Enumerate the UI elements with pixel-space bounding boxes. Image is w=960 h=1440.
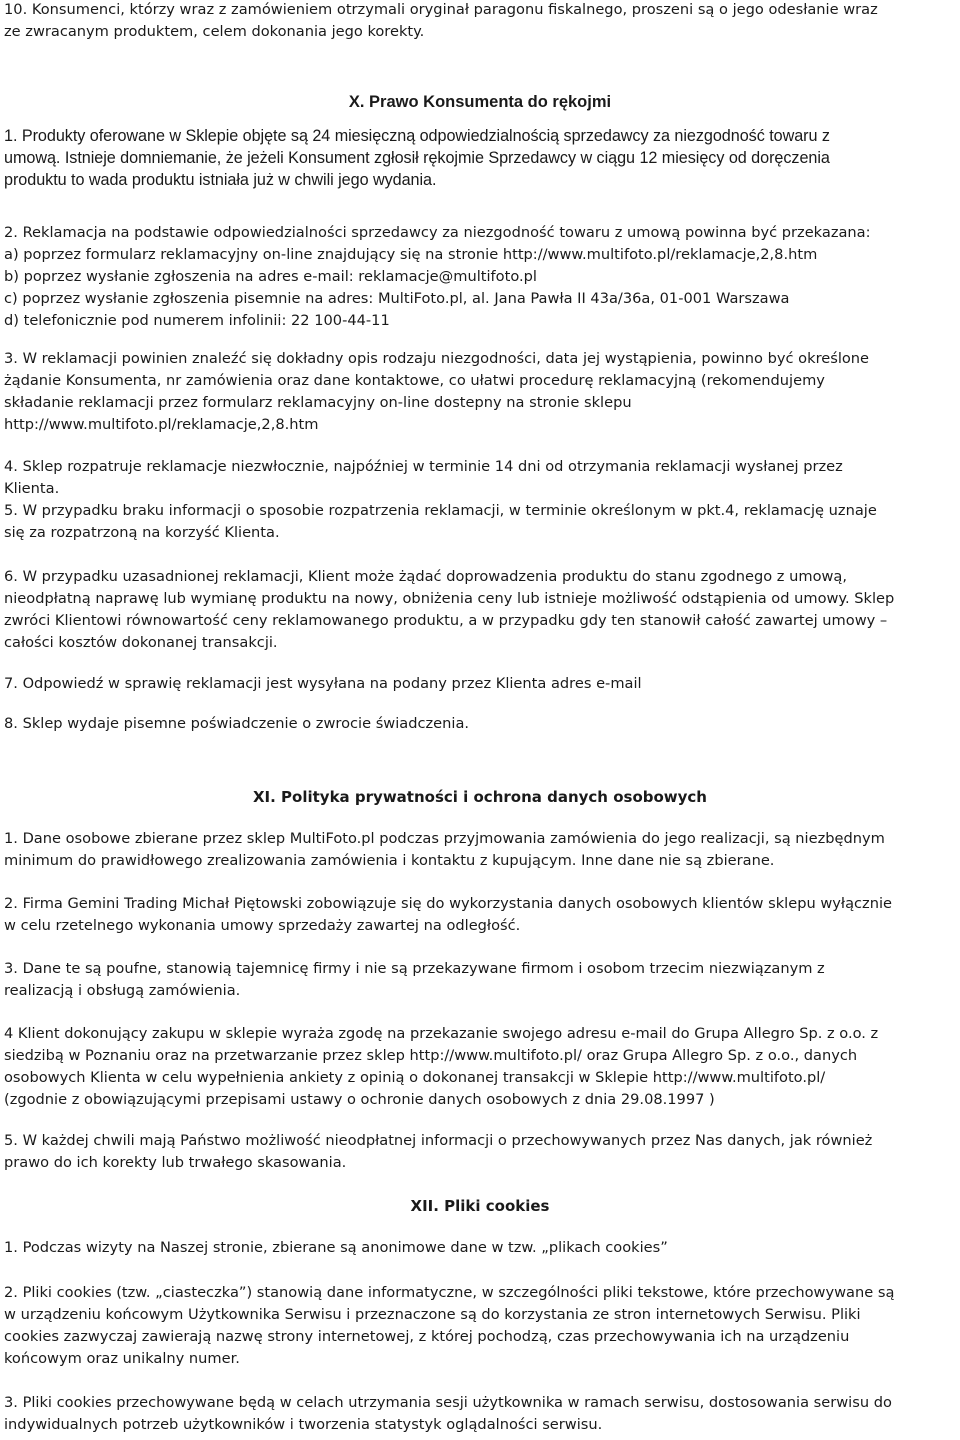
text-line: (zgodnie z obowiązującymi przepisami ustawy o ochronie danych osobowych z dnia 29.08.1997 ) <box>4 1091 715 1108</box>
text-line: składanie reklamacji przez formularz reklamacyjny on-line dostepny na stronie sklepu <box>4 394 632 411</box>
text-line: minimum do prawidłowego zrealizowania zamówienia i kontaktu z kupującym. Inne dane nie są zbierane. <box>4 852 775 869</box>
paragraph-x-2 <box>4 222 956 332</box>
text-line: osobowych Klienta w celu wypełnienia ankiety z opinią o dokonanej transakcji w Sklepie http://www.multifoto.pl/ <box>4 1069 826 1086</box>
text-line: 5. W przypadku braku informacji o sposobie rozpatrzenia reklamacji, w terminie określonym w pkt.4, reklamację uznaje <box>4 502 877 519</box>
text-line: 2. Firma Gemini Trading Michał Piętowski zobowiązuje się do wykorzystania danych osobowych klientów sklepu wyłącznie <box>4 895 892 912</box>
text-line: Klienta. <box>4 480 60 497</box>
text-line: umową. Istnieje domniemanie, że jeżeli Konsument zgłosił rękojmie Sprzedawcy w ciągu 12 miesięcy od doręczenia <box>4 149 830 167</box>
text-line: zwróci Klientowi równowartość ceny reklamowanego produktu, a w przypadku gdy ten stanowił całość zawartej umowy – <box>4 612 888 629</box>
text-line: końcowym oraz unikalny numer. <box>4 1350 240 1367</box>
paragraph-x-1 <box>4 125 956 191</box>
text-line: 2. Pliki cookies (tzw. „ciasteczka”) stanowią dane informatyczne, w szczególności pliki tekstowe, które przechowywane są <box>4 1284 895 1301</box>
text-line: nieodpłatną naprawę lub wymianę produktu na nowy, obniżenia ceny lub istnieje możliwość odstąpienia od umowy. Sklep <box>4 590 895 607</box>
text-line: indywidualnych potrzeb użytkowników i tworzenia statystyk oglądalności serwisu. <box>4 1416 603 1433</box>
section-x-title: X. Prawo Konsumenta do rękojmi <box>348 93 612 111</box>
text-line: 3. Dane te są poufne, stanowią tajemnicę firmy i nie są przekazywane firmom i osobom trzecim niezwiązanym z <box>4 960 825 977</box>
text-line: się za rozpatrzoną na korzyść Klienta. <box>4 524 280 541</box>
paragraph-x-4-5 <box>4 456 956 544</box>
text-line: 2. Reklamacja na podstawie odpowiedzialności sprzedawcy za niezgodność towaru z umową powinna być przekazana: <box>4 224 871 241</box>
text-line: 10. Konsumenci, którzy wraz z zamówieniem otrzymali oryginał paragonu fiskalnego, proszeni są o jego odesłanie wraz <box>4 1 878 18</box>
text-line: a) poprzez formularz reklamacyjny on-line znajdujący się na stronie http://www.multifoto.pl/reklamacje,2,8.htm <box>4 246 818 263</box>
text-line: w urządzeniu końcowym Użytkownika Serwisu i przeznaczone są do korzystania ze stron internetowych Serwisu. Pliki <box>4 1306 861 1323</box>
text-line: produktu to wada produktu istniała już w chwili jego wydania. <box>4 171 437 189</box>
text-line: w celu rzetelnego wykonania umowy sprzedaży zawartej na odległość. <box>4 917 521 934</box>
text-line: ze zwracanym produktem, celem dokonania jego korekty. <box>4 23 425 40</box>
section-xi-title: XI. Polityka prywatności i ochrona danych osobowych <box>252 788 707 806</box>
text-line: cookies zazwyczaj zawierają nazwę strony internetowej, z której pochodzą, czas przechowywania ich na urządzeniu <box>4 1328 850 1345</box>
text-line: 1. Produkty oferowane w Sklepie objęte są 24 miesięczną odpowiedzialnością sprzedawcy za niezgodność towaru z <box>4 127 830 145</box>
paragraph-x-6 <box>4 566 956 654</box>
text-line: 4. Sklep rozpatruje reklamacje niezwłocznie, najpóźniej w terminie 14 dni od otrzymania reklamacji wysłanej przez <box>4 458 843 475</box>
paragraph-xi-3 <box>4 958 956 1002</box>
paragraph-xi-5 <box>4 1130 956 1174</box>
paragraph-x-7 <box>4 673 956 695</box>
paragraph-xii-3 <box>4 1392 956 1436</box>
paragraph-xi-4 <box>4 1023 956 1111</box>
paragraph-x-8 <box>4 713 956 735</box>
text-line: 1. Podczas wizyty na Naszej stronie, zbierane są anonimowe dane w tzw. „plikach cookies” <box>4 1239 668 1256</box>
text-line: http://www.multifoto.pl/reklamacje,2,8.htm <box>4 416 319 433</box>
paragraph-xii-2 <box>4 1282 956 1370</box>
text-line: d) telefonicznie pod numerem infolinii: 22 100-44-11 <box>4 312 390 329</box>
text-line: 1. Dane osobowe zbierane przez sklep MultiFoto.pl podczas przyjmowania zamówienia do jego realizacji, są niezbędnym <box>4 830 885 847</box>
text-line: 8. Sklep wydaje pisemne poświadczenie o zwrocie świadczenia. <box>4 715 470 732</box>
paragraph-xi-1 <box>4 828 956 872</box>
text-line: 3. W reklamacji powinien znaleźć się dokładny opis rodzaju niezgodności, data jej wystąpienia, powinno być określone <box>4 350 870 367</box>
text-line: realizacją i obsługą zamówienia. <box>4 982 241 999</box>
text-line: prawo do ich korekty lub trwałego skasowania. <box>4 1154 347 1171</box>
paragraph-xi-2 <box>4 893 956 937</box>
text-line: całości kosztów dokonanej transakcji. <box>4 634 278 651</box>
text-line: 7. Odpowiedź w sprawię reklamacji jest wysyłana na podany przez Klienta adres e-mail <box>4 675 642 692</box>
text-line: żądanie Konsumenta, nr zamówienia oraz dane kontaktowe, co ułatwi procedurę reklamacyjną (rekomendujemy <box>4 372 825 389</box>
text-line: 6. W przypadku uzasadnionej reklamacji, Klient może żądać doprowadzenia produktu do stanu zgodnego z umową, <box>4 568 848 585</box>
text-line: 4 Klient dokonujący zakupu w sklepie wyraża zgodę na przekazanie swojego adresu e-mail do Grupa Allegro Sp. z o.o. z <box>4 1025 879 1042</box>
paragraph-xii-1 <box>4 1237 956 1259</box>
text-line: b) poprzez wysłanie zgłoszenia na adres e-mail: reklamacje@multifoto.pl <box>4 268 537 285</box>
paragraph-x-3 <box>4 348 956 436</box>
section-xii-title: XII. Pliki cookies <box>410 1197 550 1215</box>
text-line: 5. W każdej chwili mają Państwo możliwość nieodpłatnej informacji o przechowywanych przez Nas danych, jak również <box>4 1132 873 1149</box>
text-line: c) poprzez wysłanie zgłoszenia pisemnie na adres: MultiFoto.pl, al. Jana Pawła II 43a/36a, 01-001 Warszawa <box>4 290 790 307</box>
paragraph-intro <box>4 0 956 43</box>
text-line: 3. Pliki cookies przechowywane będą w celach utrzymania sesji użytkownika w ramach serwisu, dostosowania serwisu do <box>4 1394 892 1411</box>
text-line: siedzibą w Poznaniu oraz na przetwarzanie przez sklep http://www.multifoto.pl/ oraz Grupa Allegro Sp. z o.o., danych <box>4 1047 858 1064</box>
